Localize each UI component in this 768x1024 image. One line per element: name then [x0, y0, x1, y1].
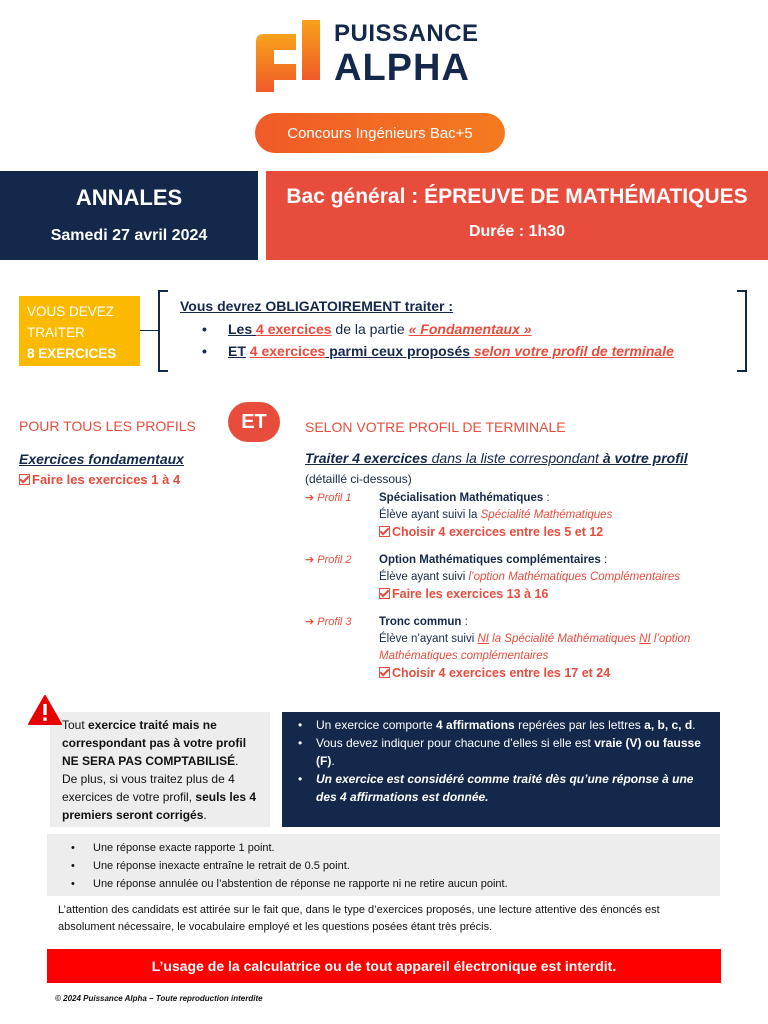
brand-logo [252, 18, 512, 98]
obligation-title: Vous devrez OBLIGATOIREMENT traiter : [180, 298, 454, 314]
checkbox-icon [379, 588, 390, 599]
scoring-item: • Une réponse annulée ou l’abstention de réponse ne rapporte ni ne retire aucun point. [57, 875, 710, 893]
profile-name: Spécialisation Mathématiques : [379, 492, 550, 504]
checkbox-icon [379, 526, 390, 537]
copyright-footer: © 2024 Puissance Alpha – Toute reproduction interdite [55, 994, 263, 1003]
profile-desc: Élève ayant suivi la Spécialité Mathématiques [379, 509, 613, 521]
warning-icon [28, 695, 62, 725]
scoring-box [47, 834, 720, 896]
profile-desc: Élève n’ayant suivi NI la Spécialité Mathématiques NI l’option Mathématiques complémentaires [379, 633, 691, 662]
profile-2 [305, 552, 735, 603]
connector-line [140, 330, 158, 331]
profile-action: Choisir 4 exercices entre les 17 et 24 [379, 665, 735, 682]
profile-label: ➔ Profil 3 [305, 616, 352, 628]
et-badge: ET [228, 402, 280, 442]
obligation-block [180, 298, 740, 362]
profile-instruction: Traiter 4 exercices dans la liste correspondant à votre profil [305, 450, 688, 466]
annales-header [0, 171, 258, 260]
exam-header [266, 171, 768, 260]
warning-text-1: Tout exercice traité mais ne correspondant pas à votre profil NE SERA PAS COMPTABILISÉ. [62, 718, 247, 768]
exam-duration: Durée : 1h30 [468, 223, 566, 240]
profile-name: Tronc commun : [379, 616, 468, 628]
profile-action: Faire les exercices 13 à 16 [379, 586, 735, 603]
must-line2: TRAITER [27, 325, 85, 340]
profile-heading: SELON VOTRE PROFIL DE TERMINALE [305, 419, 566, 435]
calculator-warning: L’usage de la calculatrice ou de tout appareil électronique est interdit. [47, 949, 721, 983]
must-line3: 8 EXERCICES [27, 346, 117, 361]
scoring-item: • Une réponse inexacte entraîne le retrait de 0.5 point. [57, 857, 710, 875]
profile-label: ➔ Profil 1 [305, 492, 352, 504]
info-item-1: • Un exercice comporte 4 affirmations repérées par les lettres a, b, c, d. [290, 716, 712, 734]
checkbox-icon [19, 474, 30, 485]
obligation-item-profile: • ET 4 exercices parmi ceux proposés selon votre profil de terminale [180, 340, 740, 362]
profile-3 [305, 614, 735, 682]
profile-name: Option Mathématiques complémentaires : [379, 554, 608, 566]
bracket-left [158, 290, 168, 372]
attention-note: L’attention des candidats est attirée sur le fait que, dans le type d’exercices proposés, une lecture attentive des énoncés est absolument nécessaire, le vocabulaire employé et les questions posées étant très précis. [58, 904, 660, 933]
info-box [282, 712, 720, 827]
profile-1 [305, 490, 735, 541]
info-item-3: • Un exercice est considéré comme traité dès qu’une réponse à une des 4 affirmations est donnée. [290, 770, 712, 806]
contest-badge: Concours Ingénieurs Bac+5 [255, 113, 505, 153]
fundamentals-item: Faire les exercices 1 à 4 [19, 472, 180, 487]
brand-name-line2: ALPHA [334, 47, 470, 89]
warning-text-2: De plus, si vous traitez plus de 4 exercices de votre profil, seuls les 4 premiers seront corrigés. [62, 772, 257, 822]
all-profiles-heading: POUR TOUS LES PROFILS [19, 418, 196, 434]
obligation-item-fundamentals: • Les 4 exercices de la partie « Fondamentaux » [180, 318, 740, 340]
annales-title: ANNALES [75, 185, 183, 210]
profile-note: (détaillé ci-dessous) [305, 472, 412, 486]
warning-box [50, 712, 270, 827]
must-line1: VOUS DEVEZ [27, 304, 115, 319]
checkbox-icon [379, 667, 390, 678]
profile-desc: Élève ayant suivi l’option Mathématiques Complémentaires [379, 571, 681, 583]
annales-date: Samedi 27 avril 2024 [50, 227, 208, 244]
info-item-2: • Vous devez indiquer pour chacune d’elles si elle est vraie (V) ou fausse (F). [290, 734, 712, 770]
profile-action: Choisir 4 exercices entre les 5 et 12 [379, 524, 735, 541]
profile-label: ➔ Profil 2 [305, 554, 352, 566]
brand-name-line1: PUISSANCE [334, 20, 479, 47]
must-treat-box [19, 296, 140, 366]
scoring-item: • Une réponse exacte rapporte 1 point. [57, 839, 710, 857]
fundamentals-title: Exercices fondamentaux [19, 451, 184, 467]
logo-mark-icon [252, 20, 324, 94]
exam-title: Bac général : ÉPREUVE DE MATHÉMATIQUES [286, 185, 748, 208]
